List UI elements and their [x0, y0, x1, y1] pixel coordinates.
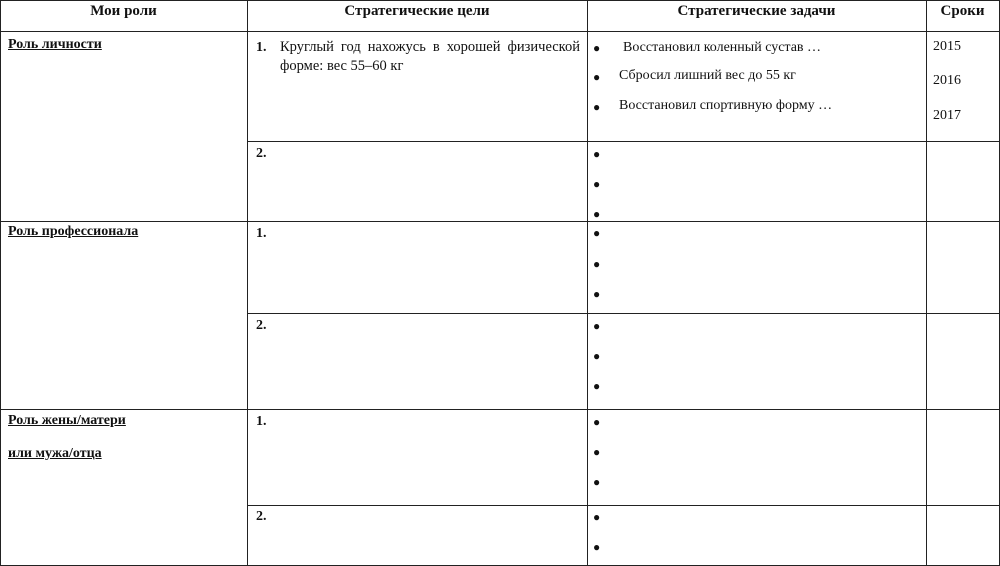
- task-bullet: ●: [593, 100, 601, 114]
- goal-number: 1.: [256, 414, 267, 429]
- task-bullet: ●: [593, 540, 601, 554]
- term-year: 2016: [933, 73, 961, 88]
- row3-goal-divider: [247, 505, 1000, 506]
- row2-goal-divider: [247, 313, 1000, 314]
- role-professional-label: Роль профессионала: [8, 224, 139, 239]
- task-text: Восстановил спортивную форму …: [619, 98, 833, 113]
- table-left-border: [0, 0, 1, 566]
- task-bullet: ●: [593, 510, 601, 524]
- task-bullet: ●: [593, 475, 601, 489]
- task-bullet: ●: [593, 177, 601, 191]
- roles-column-border: [247, 0, 248, 566]
- task-bullet: ●: [593, 287, 601, 301]
- task-bullet: ●: [593, 226, 601, 240]
- goal-number: 2.: [256, 509, 267, 524]
- task-bullet: ●: [593, 257, 601, 271]
- row1-bottom-border: [0, 221, 1000, 222]
- header-goals: Стратегические цели: [344, 3, 490, 19]
- task-bullet: ●: [593, 147, 601, 161]
- role-family-label-line1: Роль жены/матери: [8, 413, 126, 428]
- goal-number: 2.: [256, 146, 267, 161]
- goals-column-border: [587, 0, 588, 566]
- task-bullet: ●: [593, 41, 601, 55]
- goal-text: Круглый год нахожусь в хорошей физической форме: вес 55–60 кг: [280, 39, 580, 74]
- task-bullet: ●: [593, 70, 601, 84]
- task-text: Сбросил лишний вес до 55 кг: [619, 68, 796, 83]
- task-bullet: ●: [593, 349, 601, 363]
- goal-number: 1.: [256, 226, 267, 241]
- goal-number: 1.: [256, 40, 267, 55]
- term-year: 2017: [933, 108, 961, 123]
- header-terms: Сроки: [940, 3, 985, 19]
- task-text: Восстановил коленный сустав …: [623, 40, 822, 55]
- goal-number: 2.: [256, 318, 267, 333]
- table-top-border: [0, 0, 1000, 1]
- header-roles: Мои роли: [90, 3, 157, 19]
- role-personal-label: Роль личности: [8, 37, 102, 52]
- task-bullet: ●: [593, 445, 601, 459]
- task-bullet: ●: [593, 207, 601, 221]
- task-bullet: ●: [593, 319, 601, 333]
- task-bullet: ●: [593, 379, 601, 393]
- term-year: 2015: [933, 39, 961, 54]
- task-bullet: ●: [593, 415, 601, 429]
- row1-goal-divider: [247, 141, 1000, 142]
- tasks-column-border: [926, 0, 927, 566]
- header-bottom-border: [0, 31, 1000, 32]
- header-tasks: Стратегические задачи: [677, 3, 836, 19]
- role-family-label-line2: или мужа/отца: [8, 446, 102, 461]
- row2-bottom-border: [0, 409, 1000, 410]
